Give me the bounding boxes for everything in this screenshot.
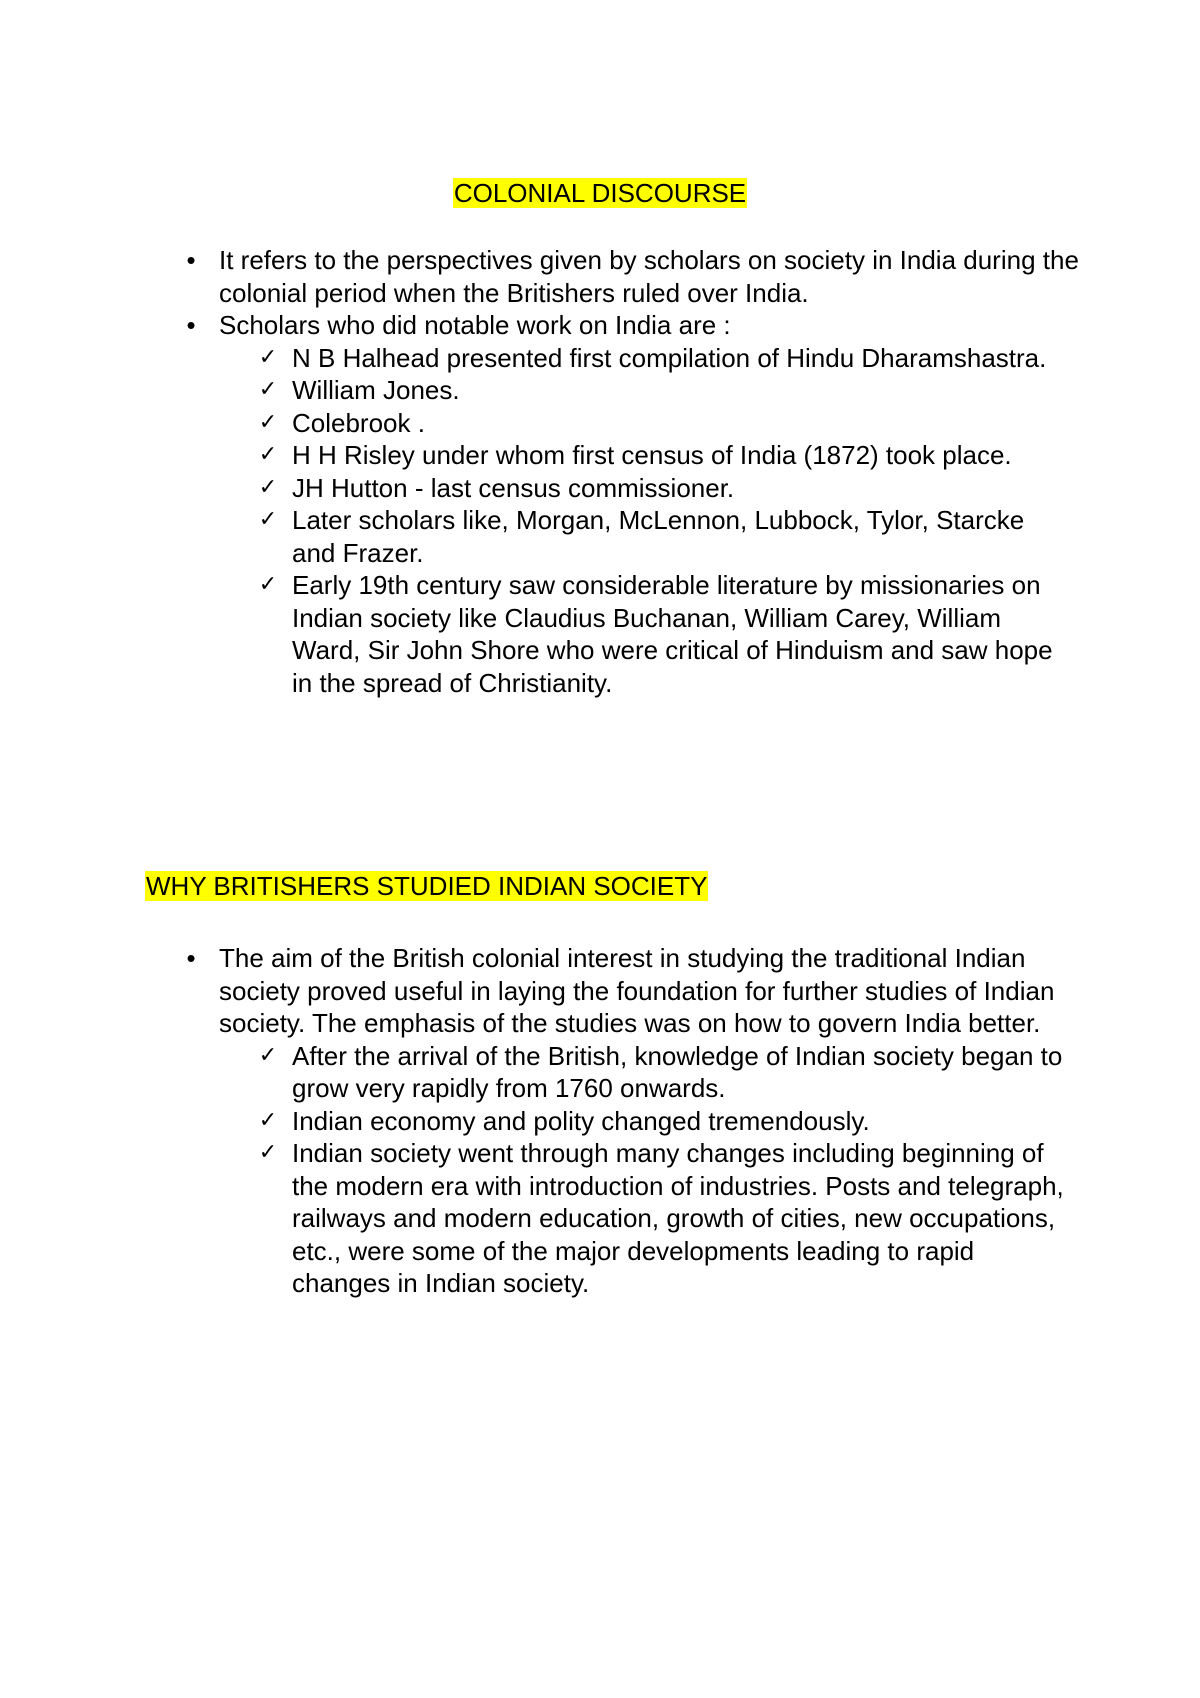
bullet-item	[186, 244, 1099, 309]
bullet-text: Scholars who did notable work on India are :	[219, 310, 731, 340]
bullet-text: It refers to the perspectives given by scholars on society in India during the colonial period when the Britishers ruled over India.	[219, 245, 1079, 308]
check-text: Indian society went through many changes including beginning of the modern era with introduction of industries. Posts and telegraph, railways and modern education, growth of cities, new occupations, etc., were some of the major developments leading to rapid changes in Indian society.	[292, 1138, 1064, 1298]
checkmark-icon: ✓	[258, 572, 278, 597]
check-text: H H Risley under whom first census of India (1872) took place.	[292, 440, 1012, 470]
check-text: JH Hutton - last census commissioner.	[292, 472, 735, 503]
section-why-britishers	[0, 942, 1200, 1300]
check-item	[258, 504, 1072, 569]
check-item	[258, 342, 1072, 375]
bullet-icon: •	[186, 310, 196, 340]
checkmark-icon: ✓	[258, 409, 278, 435]
bullet-icon: •	[186, 245, 196, 275]
check-item	[258, 1040, 1072, 1105]
check-item	[258, 439, 1072, 472]
section-heading-colonial-discourse	[0, 177, 1200, 210]
section-heading-why-britishers	[145, 870, 708, 903]
highlighted-heading-text: WHY BRITISHERS STUDIED INDIAN SOCIETY	[146, 871, 708, 901]
check-item	[258, 1105, 1072, 1138]
check-text: Early 19th century saw considerable literature by missionaries on Indian society like Claudius Buchanan, William Carey, William Ward, Sir John Shore who were critical of Hinduism and saw hope in the spread of Christianity.	[292, 570, 1053, 698]
check-item	[258, 472, 1072, 505]
bullet-item	[186, 309, 1099, 342]
highlighted-heading-text: COLONIAL DISCOURSE	[453, 178, 747, 208]
checkmark-icon: ✓	[258, 1107, 278, 1133]
check-text: William Jones.	[292, 375, 460, 405]
checkmark-icon: ✓	[258, 377, 278, 402]
section-colonial-discourse	[0, 244, 1200, 699]
checkmark-icon: ✓	[258, 474, 278, 500]
check-item	[258, 569, 1072, 699]
checkmark-icon: ✓	[258, 507, 278, 532]
bullet-text: The aim of the British colonial interest in studying the traditional Indian society proved useful in laying the foundation for further studies of Indian society. The emphasis of the studies was on how to govern India better.	[219, 943, 1055, 1038]
check-item	[258, 407, 1072, 440]
check-text: Indian economy and polity changed tremendously.	[292, 1105, 870, 1136]
bullet-icon: •	[186, 943, 196, 973]
bullet-item	[186, 942, 1099, 1040]
check-text: Colebrook .	[292, 407, 425, 438]
checkmark-icon: ✓	[258, 344, 278, 370]
check-item	[258, 374, 1072, 407]
checkmark-icon: ✓	[258, 1042, 278, 1068]
check-item	[258, 1137, 1072, 1300]
checkmark-icon: ✓	[258, 442, 278, 467]
check-text: After the arrival of the British, knowledge of Indian society began to grow very rapidly from 1760 onwards.	[292, 1040, 1063, 1103]
check-text: N B Halhead presented first compilation of Hindu Dharamshastra.	[292, 342, 1047, 373]
check-text: Later scholars like, Morgan, McLennon, Lubbock, Tylor, Starcke and Frazer.	[292, 505, 1025, 568]
checkmark-icon: ✓	[258, 1140, 278, 1165]
